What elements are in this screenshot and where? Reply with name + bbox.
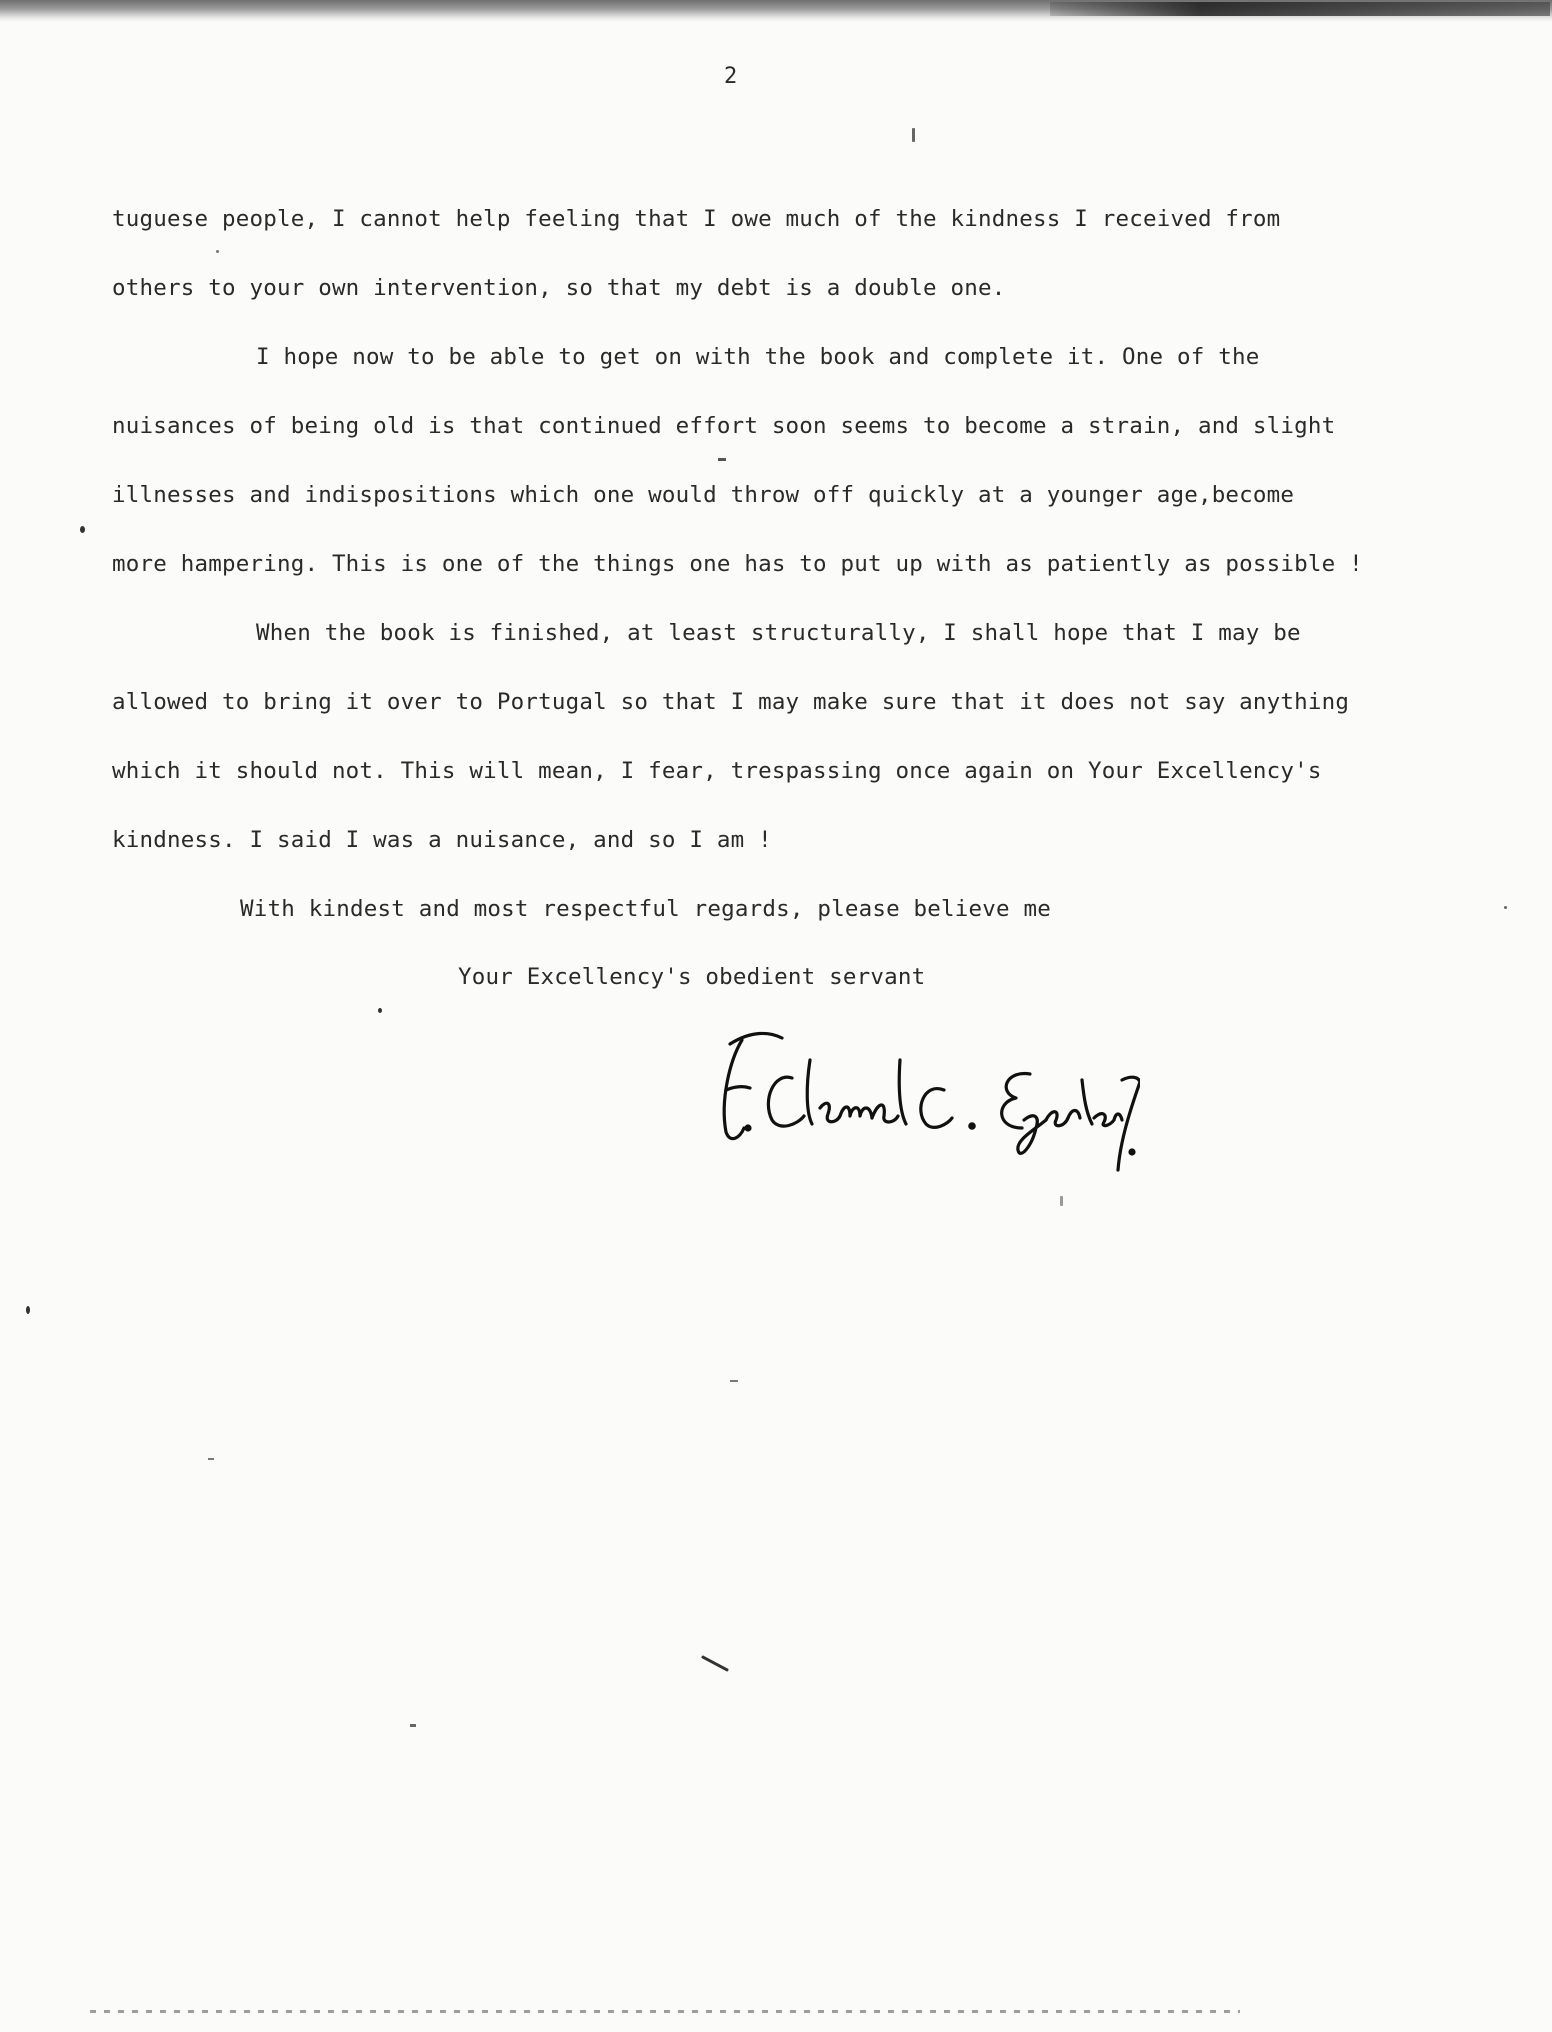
scan-speck xyxy=(718,458,726,461)
scan-speck xyxy=(80,526,85,533)
body-line-7: When the book is finished, at least structurally, I shall hope that I may be xyxy=(256,620,1301,646)
scan-speck xyxy=(410,1724,416,1727)
body-line-9: which it should not. This will mean, I fear, trespassing once again on Your Excellency's xyxy=(112,758,1322,784)
scan-speck xyxy=(1060,1196,1063,1206)
scan-speck xyxy=(1504,906,1507,909)
page-number: 2 xyxy=(724,64,738,89)
scan-speck xyxy=(216,250,219,253)
closing-line: With kindest and most respectful regards, please believe me xyxy=(240,896,1052,922)
body-line-3: I hope now to be able to get on with the book and complete it. One of the xyxy=(256,344,1260,370)
body-line-4: nuisances of being old is that continued effort soon seems to become a strain, and slight xyxy=(112,413,1336,439)
body-line-6: more hampering. This is one of the things one has to put up with as patiently as possible ! xyxy=(112,551,1363,577)
scan-speck xyxy=(208,1458,214,1460)
scan-speck xyxy=(912,128,915,142)
scan-speck xyxy=(26,1306,30,1314)
handwritten-signature xyxy=(700,1020,1140,1180)
scan-edge-noise xyxy=(0,0,1552,22)
body-line-1: tuguese people, I cannot help feeling that I owe much of the kindness I received from xyxy=(112,206,1281,232)
scan-speck xyxy=(701,1655,729,1672)
body-line-2: others to your own intervention, so that my debt is a double one. xyxy=(112,275,1006,301)
scan-speck xyxy=(730,1380,738,1382)
complimentary-close: Your Excellency's obedient servant xyxy=(458,964,926,990)
scan-footer-noise xyxy=(90,2010,1240,2013)
body-line-8: allowed to bring it over to Portugal so that I may make sure that it does not say anything xyxy=(112,689,1350,715)
body-line-10: kindness. I said I was a nuisance, and so I am ! xyxy=(112,827,772,853)
scan-speck xyxy=(378,1008,382,1013)
body-line-5: illnesses and indispositions which one would throw off quickly at a younger age,become xyxy=(112,482,1295,508)
